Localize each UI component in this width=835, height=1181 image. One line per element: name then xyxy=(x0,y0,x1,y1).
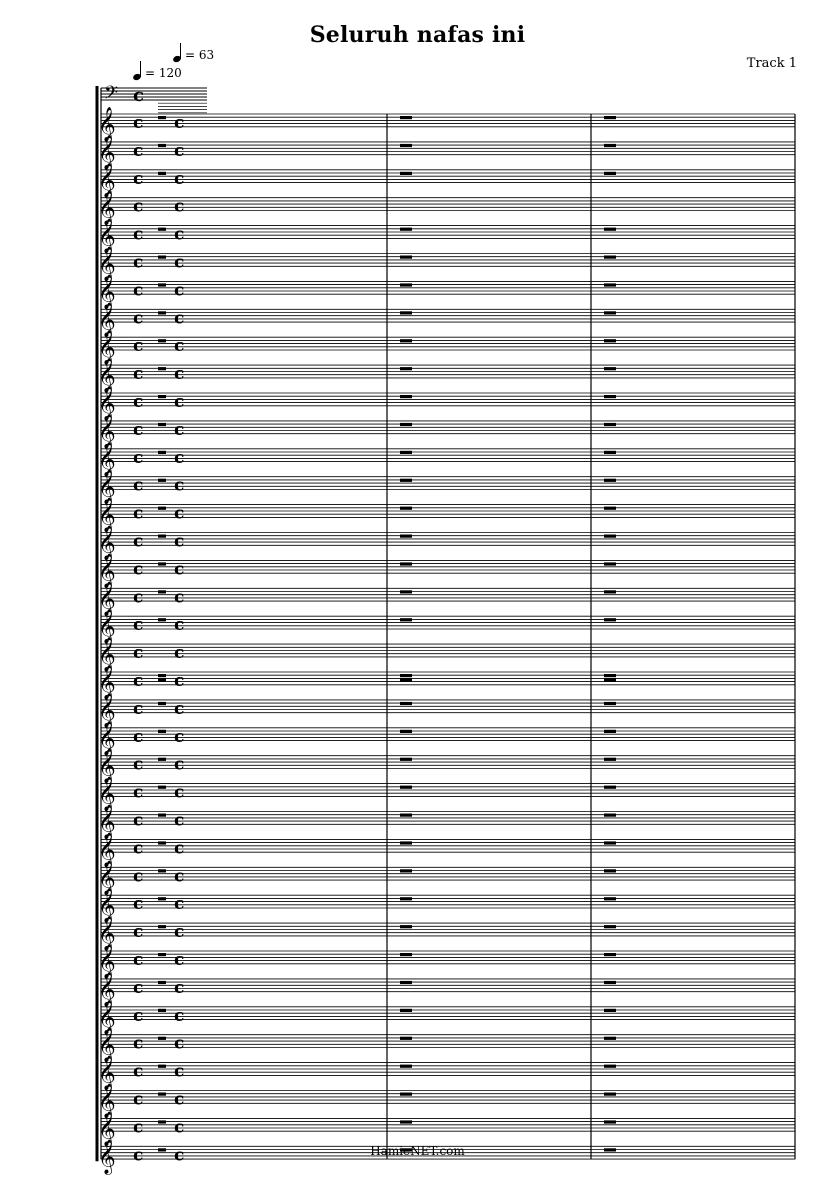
time-signature: c xyxy=(133,1117,144,1138)
whole-rest xyxy=(158,339,166,342)
whole-rest xyxy=(400,1037,412,1040)
whole-rest xyxy=(604,1093,616,1096)
whole-rest xyxy=(604,786,616,789)
whole-rest xyxy=(158,479,166,482)
time-signature: c xyxy=(174,364,185,385)
time-signature: c xyxy=(133,113,144,133)
whole-rest xyxy=(604,869,616,872)
treble-clef-icon: 𝄞 xyxy=(98,162,116,198)
whole-rest xyxy=(400,283,412,286)
treble-clef-icon: 𝄞 xyxy=(98,330,116,366)
treble-clef-icon: 𝄞 xyxy=(98,999,116,1035)
treble-clef-icon: 𝄞 xyxy=(98,637,116,673)
whole-rest xyxy=(400,535,412,538)
time-signature: c xyxy=(174,950,185,970)
time-signature: c xyxy=(133,615,144,636)
time-signature: c xyxy=(174,475,185,496)
whole-rest xyxy=(604,535,616,538)
whole-rest xyxy=(604,730,616,733)
whole-rest xyxy=(604,981,616,984)
whole-rest xyxy=(604,172,616,175)
whole-rest xyxy=(604,395,616,398)
whole-rest xyxy=(604,618,616,621)
whole-rest xyxy=(604,1037,616,1040)
whole-rest xyxy=(400,786,412,789)
treble-clef-icon: 𝄞 xyxy=(98,190,116,226)
treble-clef-icon: 𝄞 xyxy=(98,274,116,310)
whole-rest xyxy=(604,925,616,928)
time-signature: c xyxy=(174,977,185,998)
whole-rest xyxy=(158,535,166,538)
whole-rest xyxy=(604,116,616,119)
whole-rest xyxy=(400,256,412,259)
time-signature: c xyxy=(174,168,185,189)
whole-rest xyxy=(400,144,412,147)
whole-rest xyxy=(400,758,412,761)
treble-clef-icon: 𝄞 xyxy=(98,971,116,1007)
whole-rest xyxy=(158,618,166,621)
whole-rest xyxy=(604,367,616,370)
time-signature: c xyxy=(174,1061,185,1082)
time-signature: c xyxy=(133,252,144,273)
whole-rest xyxy=(604,1120,616,1123)
whole-rest xyxy=(400,674,412,677)
whole-rest xyxy=(400,702,412,705)
whole-rest xyxy=(604,1065,616,1068)
whole-rest xyxy=(158,562,166,565)
time-signature: c xyxy=(133,698,144,719)
whole-rest xyxy=(400,1093,412,1096)
treble-clef-icon: 𝄞 xyxy=(98,1083,116,1119)
time-signature: c xyxy=(133,671,144,691)
whole-rest xyxy=(158,786,166,789)
tempo-mark-63: = 63 xyxy=(173,42,214,62)
whole-rest xyxy=(604,339,616,342)
time-signature: c xyxy=(133,1145,144,1166)
whole-rest xyxy=(158,758,166,761)
whole-rest xyxy=(604,702,616,705)
whole-rest xyxy=(400,479,412,482)
whole-rest xyxy=(158,283,166,286)
time-signature: c xyxy=(174,726,185,747)
treble-clef-icon: 𝄞 xyxy=(98,860,116,896)
time-signature: c xyxy=(133,308,144,329)
whole-rest xyxy=(158,451,166,454)
time-signature: c xyxy=(174,754,185,775)
whole-rest xyxy=(158,1009,166,1012)
treble-clef-icon: 𝄞 xyxy=(98,218,116,254)
whole-rest xyxy=(604,679,616,682)
whole-rest xyxy=(400,953,412,956)
whole-rest xyxy=(158,679,166,682)
time-signature: c xyxy=(133,280,144,301)
footer-credit: HamieNET.com xyxy=(370,1144,465,1158)
whole-rest xyxy=(158,953,166,956)
time-signature: c xyxy=(174,559,185,580)
whole-rest xyxy=(158,590,166,593)
whole-rest xyxy=(604,507,616,510)
time-signature: c xyxy=(133,531,144,552)
whole-rest xyxy=(604,590,616,593)
whole-rest xyxy=(604,311,616,314)
treble-clef-icon: 𝄞 xyxy=(98,553,116,589)
whole-rest xyxy=(158,507,166,510)
whole-rest xyxy=(400,311,412,314)
time-signature: c xyxy=(174,113,185,133)
treble-clef-icon: 𝄞 xyxy=(98,692,116,728)
treble-clef-icon: 𝄞 xyxy=(98,804,116,840)
time-signature: c xyxy=(133,447,144,468)
whole-rest xyxy=(604,451,616,454)
time-signature: c xyxy=(174,810,185,831)
time-signature: c xyxy=(133,726,144,747)
whole-rest xyxy=(604,228,616,231)
whole-rest xyxy=(604,814,616,817)
time-signature: c xyxy=(133,419,144,440)
whole-rest xyxy=(400,590,412,593)
whole-rest xyxy=(400,172,412,175)
time-signature: c xyxy=(133,1005,144,1026)
whole-rest xyxy=(158,925,166,928)
time-signature: c xyxy=(133,1061,144,1082)
whole-rest xyxy=(604,423,616,426)
time-signature: c xyxy=(174,698,185,719)
time-signature: c xyxy=(133,810,144,831)
treble-clef-icon: 𝄞 xyxy=(98,581,116,617)
whole-rest xyxy=(400,618,412,621)
time-signature: c xyxy=(174,531,185,552)
treble-clef-icon: 𝄞 xyxy=(98,776,116,812)
time-signature: c xyxy=(133,866,144,887)
whole-rest xyxy=(604,758,616,761)
time-signature: c xyxy=(133,838,144,859)
treble-clef-icon: 𝄞 xyxy=(98,1027,116,1063)
time-signature: c xyxy=(174,643,185,664)
whole-rest xyxy=(158,172,166,175)
time-signature: c xyxy=(174,671,185,691)
time-signature: c xyxy=(174,447,185,468)
time-signature: c xyxy=(133,1033,144,1054)
time-signature: c xyxy=(133,977,144,998)
time-signature: c xyxy=(133,336,144,357)
track-label: Track 1 xyxy=(746,56,797,71)
time-signature: c xyxy=(174,392,185,412)
treble-clef-icon: 𝄞 xyxy=(98,944,116,979)
whole-rest xyxy=(400,869,412,872)
bass-clef-icon: 𝄢 xyxy=(104,83,119,108)
treble-clef-icon: 𝄞 xyxy=(98,832,116,868)
whole-rest xyxy=(400,1065,412,1068)
time-signature: c xyxy=(133,503,144,524)
whole-rest xyxy=(158,1037,166,1040)
time-signature: c xyxy=(133,168,144,189)
treble-clef-icon: 𝄞 xyxy=(98,302,116,338)
whole-rest xyxy=(400,423,412,426)
whole-rest xyxy=(400,395,412,398)
treble-clef-icon: 𝄞 xyxy=(98,441,116,477)
whole-rest xyxy=(604,1009,616,1012)
whole-rest xyxy=(400,367,412,370)
whole-rest xyxy=(158,256,166,259)
whole-rest xyxy=(400,228,412,231)
whole-rest xyxy=(158,674,166,677)
treble-clef-icon: 𝄞 xyxy=(98,1055,116,1091)
treble-clef-icon: 𝄞 xyxy=(98,469,116,505)
time-signature: c xyxy=(174,587,185,608)
whole-rest xyxy=(400,116,412,119)
time-signature: c xyxy=(133,782,144,803)
whole-rest xyxy=(400,841,412,844)
whole-rest xyxy=(604,256,616,259)
whole-rest xyxy=(604,562,616,565)
time-signature: c xyxy=(174,1089,185,1110)
whole-rest xyxy=(400,1009,412,1012)
whole-rest xyxy=(158,423,166,426)
time-signature: c xyxy=(174,196,185,217)
time-signature: c xyxy=(133,587,144,608)
time-signature: c xyxy=(174,336,185,357)
treble-clef-icon: 𝄞 xyxy=(98,497,116,533)
whole-rest xyxy=(158,395,166,398)
time-signature: c xyxy=(133,475,144,496)
whole-rest xyxy=(158,116,166,119)
whole-rest xyxy=(400,339,412,342)
whole-rest xyxy=(400,814,412,817)
treble-clef-icon: 𝄞 xyxy=(98,888,116,924)
time-signature: c xyxy=(133,559,144,580)
whole-rest xyxy=(158,869,166,872)
time-signature: c xyxy=(174,503,185,524)
time-signature: c xyxy=(174,782,185,803)
whole-rest xyxy=(158,841,166,844)
whole-rest xyxy=(604,283,616,286)
whole-rest xyxy=(400,925,412,928)
whole-rest xyxy=(400,679,412,682)
time-signature: c xyxy=(174,419,185,440)
time-signature: c xyxy=(133,754,144,775)
whole-rest xyxy=(158,981,166,984)
time-signature: c xyxy=(174,1145,185,1166)
time-signature: c xyxy=(133,950,144,970)
whole-rest xyxy=(604,144,616,147)
whole-rest xyxy=(158,367,166,370)
time-signature: c xyxy=(174,838,185,859)
treble-clef-icon: 𝄞 xyxy=(98,413,116,449)
time-signature: c xyxy=(174,224,185,245)
whole-rest xyxy=(158,228,166,231)
time-signature: c xyxy=(174,308,185,329)
whole-rest xyxy=(158,1120,166,1123)
whole-rest xyxy=(158,1093,166,1096)
treble-clef-icon: 𝄞 xyxy=(98,1139,116,1175)
treble-clef-icon: 𝄞 xyxy=(98,107,116,142)
time-signature: c xyxy=(174,1033,185,1054)
time-signature: c xyxy=(174,140,185,161)
whole-rest xyxy=(158,144,166,147)
time-signature: c xyxy=(174,280,185,301)
treble-clef-icon: 𝄞 xyxy=(98,748,116,784)
time-signature: c xyxy=(133,196,144,217)
treble-clef-icon: 𝄞 xyxy=(98,665,116,700)
treble-clef-icon: 𝄞 xyxy=(98,720,116,756)
time-signature: c xyxy=(174,866,185,887)
whole-rest xyxy=(158,1065,166,1068)
treble-clef-icon: 𝄞 xyxy=(98,134,116,170)
whole-rest xyxy=(400,507,412,510)
whole-rest xyxy=(604,479,616,482)
whole-rest xyxy=(400,897,412,900)
treble-clef-icon: 𝄞 xyxy=(98,1111,116,1147)
time-signature: c xyxy=(133,922,144,943)
treble-clef-icon: 𝄞 xyxy=(98,246,116,282)
time-signature: c xyxy=(133,392,144,412)
whole-rest xyxy=(604,674,616,677)
tempo-mark-120: = 120 xyxy=(133,60,182,80)
whole-rest xyxy=(158,311,166,314)
whole-rest xyxy=(158,814,166,817)
whole-rest xyxy=(400,562,412,565)
time-signature: c xyxy=(133,364,144,385)
treble-clef-icon: 𝄞 xyxy=(98,916,116,952)
time-signature: c xyxy=(133,85,144,106)
time-signature: c xyxy=(174,1117,185,1138)
time-signature: c xyxy=(133,224,144,245)
time-signature: c xyxy=(174,894,185,915)
whole-rest xyxy=(158,730,166,733)
time-signature: c xyxy=(133,140,144,161)
whole-rest xyxy=(604,841,616,844)
score-title: Seluruh nafas ini xyxy=(309,22,526,48)
time-signature: c xyxy=(133,643,144,664)
whole-rest xyxy=(158,702,166,705)
treble-clef-icon: 𝄞 xyxy=(98,386,116,421)
whole-rest xyxy=(400,1120,412,1123)
treble-clef-icon: 𝄞 xyxy=(98,358,116,394)
time-signature: c xyxy=(174,922,185,943)
time-signature: c xyxy=(174,615,185,636)
whole-rest xyxy=(400,730,412,733)
time-signature: c xyxy=(174,252,185,273)
whole-rest xyxy=(604,953,616,956)
whole-rest xyxy=(400,451,412,454)
whole-rest xyxy=(400,981,412,984)
treble-clef-icon: 𝄞 xyxy=(98,525,116,561)
time-signature: c xyxy=(133,1089,144,1110)
time-signature: c xyxy=(133,894,144,915)
time-signature: c xyxy=(174,1005,185,1026)
treble-clef-icon: 𝄞 xyxy=(98,609,116,645)
whole-rest xyxy=(158,897,166,900)
whole-rest xyxy=(604,897,616,900)
